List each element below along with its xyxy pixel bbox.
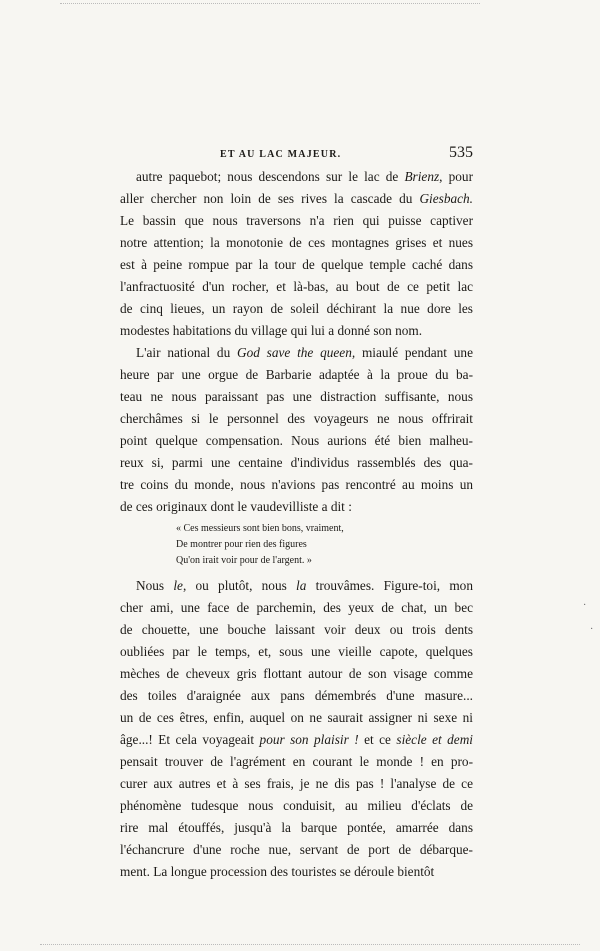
verse-line: « Ces messieurs sont bien bons, vraiment,: [176, 523, 344, 534]
text-run: teau ne nous paraissant pas une distraction suffisante, nous: [120, 389, 473, 404]
text-line: [120, 298, 473, 320]
text-run: ment. La longue procession des touristes se déroule bientôt: [120, 864, 435, 879]
paragraph: [120, 575, 473, 883]
verse-quotation: [120, 521, 473, 569]
text-line: [120, 751, 473, 773]
text-line: [120, 795, 473, 817]
top-edge-rule: [60, 3, 480, 4]
text-run: miaulé pendant une: [355, 345, 473, 360]
text-run: point quelque compensation. Nous aurions été bien malheu-: [120, 433, 473, 448]
text-line: [120, 839, 473, 861]
text-run: cher ami, une face de parchemin, des yeux de chat, un bec: [120, 600, 473, 615]
text-line: [120, 575, 473, 597]
text-run: , pour: [439, 169, 473, 184]
text-line: [120, 496, 473, 518]
page-number: 535: [449, 144, 473, 161]
text-line: [120, 430, 473, 452]
text-run: heure par une orgue de Barbarie adaptée à la proue du ba-: [120, 367, 473, 382]
italic-text: Giesbach.: [419, 191, 473, 206]
text-run: des toiles d'araignée aux pans démembrés d'une masure...: [120, 688, 473, 703]
text-line: [120, 320, 473, 342]
text-run: , ou plutôt, nous: [182, 578, 297, 593]
margin-speck: ·: [583, 600, 587, 611]
text-line: [120, 232, 473, 254]
paragraph: [120, 342, 473, 518]
text-run: pensait trouver de l'agrément en courant le monde ! en pro-: [120, 754, 473, 769]
body-text: [120, 166, 473, 883]
text-line: [120, 817, 473, 839]
text-run: modestes habitations du village qui lui a donné son nom.: [120, 323, 423, 338]
italic-text: God save the queen,: [237, 345, 356, 360]
text-line: [120, 408, 473, 430]
text-run: de ces originaux dont le vaudevilliste a dit :: [120, 499, 352, 514]
paragraph: [120, 166, 473, 342]
text-run: est à peine rompue par la tour de quelque temple caché dans: [120, 257, 473, 272]
text-line: [120, 641, 473, 663]
text-run: oubliées par le temps, et, sous une vieille capote, quelques: [120, 644, 473, 659]
text-run: rire mal étouffés, jusqu'à la barque pontée, amarrée dans: [120, 820, 473, 835]
margin-speck: ·: [590, 624, 594, 635]
text-run: et ce: [358, 732, 397, 747]
text-run: curer aux autres et à ses frais, je ne dis pas ! l'analyse de ce: [120, 776, 473, 791]
text-run: tre coins du monde, nous n'avions pas rencontré au moins un: [120, 477, 473, 492]
text-run: âge...! Et cela voyageait: [120, 732, 260, 747]
text-run: de chouette, une bouche laissant voir deux ou trois dents: [120, 622, 473, 637]
running-head: ET AU LAC MAJEUR.: [220, 149, 342, 160]
text-line: [120, 474, 473, 496]
verse-line: Qu'on irait voir pour de l'argent. »: [176, 555, 312, 566]
text-line: [120, 685, 473, 707]
text-line: [120, 619, 473, 641]
text-run: un de ces êtres, enfin, auquel on ne saurait assigner ni sexe ni: [120, 710, 473, 725]
italic-text: Brienz: [404, 169, 440, 184]
text-line: [120, 861, 473, 883]
text-line: [120, 276, 473, 298]
text-line: [120, 364, 473, 386]
text-run: cherchâmes si le personnel des voyageurs ne nous offrirait: [120, 411, 473, 426]
text-run: autre paquebot; nous descendons sur le lac de: [136, 169, 405, 184]
italic-text: la: [296, 578, 307, 593]
italic-text: siècle et demi: [396, 732, 473, 747]
text-line: [120, 188, 473, 210]
page-header: [120, 146, 473, 166]
text-run: trouvâmes. Figure-toi, mon: [306, 578, 473, 593]
text-line: [120, 729, 473, 751]
text-line: [120, 597, 473, 619]
text-line: [120, 342, 473, 364]
text-line: [120, 663, 473, 685]
text-run: l'échancrure d'une roche nue, servant de port de débarque-: [120, 842, 473, 857]
text-line: [120, 707, 473, 729]
text-line: [120, 773, 473, 795]
text-run: phénomène tudesque nous conduisit, au milieu d'éclats de: [120, 798, 473, 813]
text-run: reux si, parmi une centaine d'individus rassemblés des qua-: [120, 455, 473, 470]
text-run: aller chercher non loin de ses rives la cascade du: [120, 191, 420, 206]
text-line: [120, 254, 473, 276]
text-line: [120, 166, 473, 188]
bottom-edge-rule: [40, 944, 580, 945]
verse-line: De montrer pour rien des figures: [176, 539, 307, 550]
text-line: [120, 210, 473, 232]
text-run: l'anfractuosité d'un rocher, et là-bas, au bout de ce petit lac: [120, 279, 473, 294]
text-run: Le bassin que nous traversons n'a rien qui puisse captiver: [120, 213, 473, 228]
text-run: mèches de cheveux gris flottant autour de son visage comme: [120, 666, 473, 681]
text-run: de cinq lieues, un rayon de soleil déchirant la nue dore les: [120, 301, 473, 316]
italic-text: pour son plaisir !: [259, 732, 359, 747]
text-run: Nous: [136, 578, 174, 593]
text-run: L'air national du: [136, 345, 237, 360]
text-run: notre attention; la monotonie de ces montagnes grises et nues: [120, 235, 473, 250]
italic-text: le: [173, 578, 183, 593]
text-line: [120, 452, 473, 474]
text-line: [120, 386, 473, 408]
